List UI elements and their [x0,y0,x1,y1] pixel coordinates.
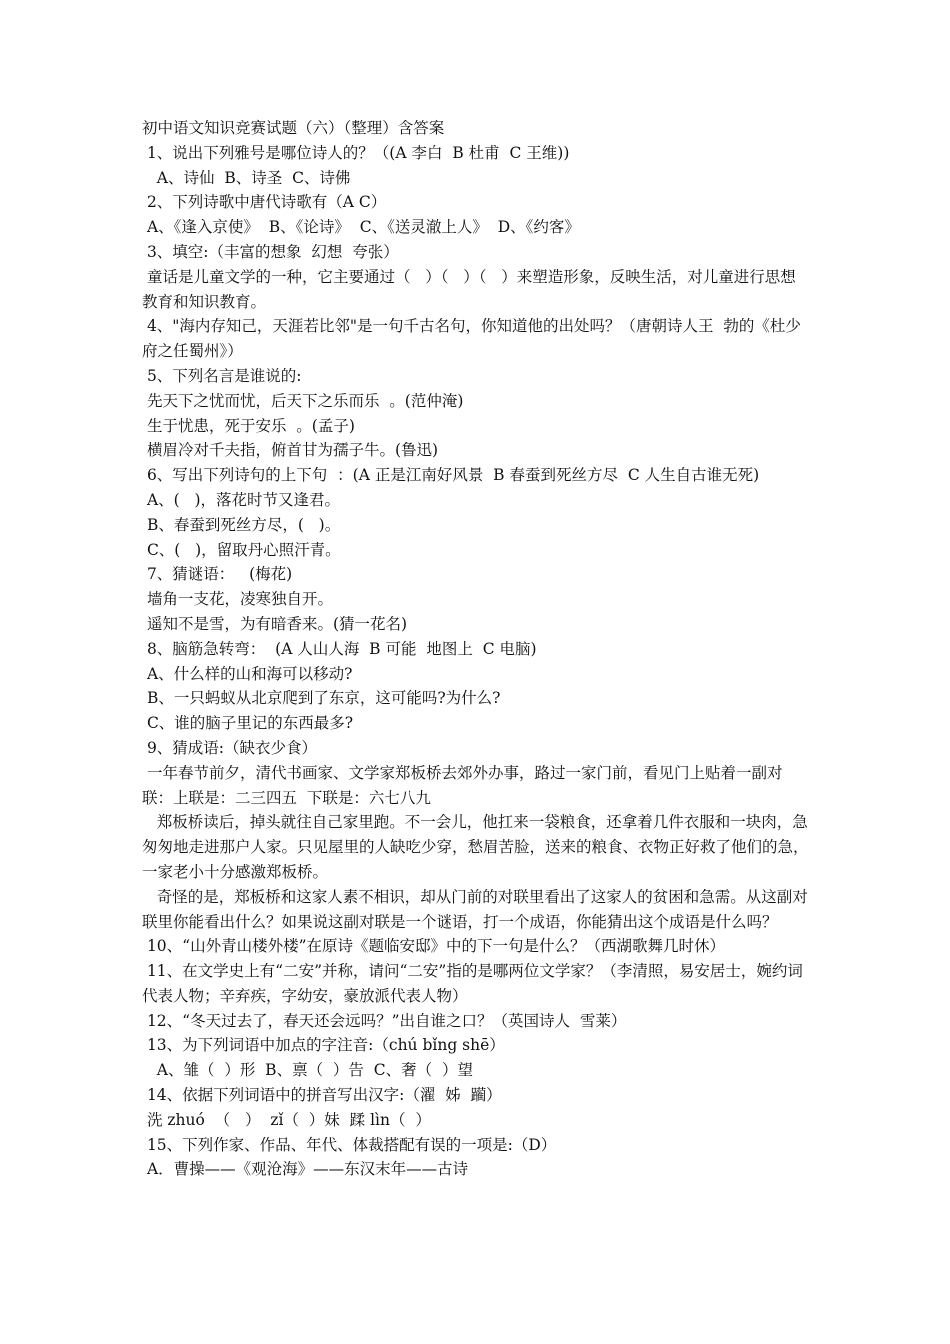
q5-quote-2: 生于忧患，死于安乐 。(孟子) [142,416,355,435]
q13-line: 13、为下列词语中加点的字注音:（chú bǐng shē） [142,1036,505,1055]
document-title: 初中语文知识竞赛试题（六）（整理）含答案 [142,119,445,137]
q6-option-a: A、( )，落花时节又逢君。 [142,490,341,509]
q7-riddle-1: 墙角一支花，凌寒独自开。 [142,590,333,609]
q9-paragraph-2: 郑板桥读后，掉头就往自己家里跑。不一会儿，他扛来一袋粮食，还拿着几件衣服和一块肉，急匆匆地走进那户人家。只见屋里的人缺吃少穿，愁眉苦脸，送来的粮食、衣物正好救了他们的急，一家老小十分感激郑板桥。 [142,813,809,881]
q8-option-a: A、什么样的山和海可以移动? [142,664,353,683]
q7-riddle-2: 遥知不是雪，为有暗香来。(猜一花名) [142,614,408,633]
q7-line: 7、猜谜语： (梅花) [142,565,293,584]
document-page [142,116,810,1182]
q2-options: A、《逢入京使》 B、《论诗》 C、《送灵澈上人》 D、《约客》 [142,218,580,237]
q10-line: 10、“山外青山楼外楼”在原诗《题临安邸》中的下一句是什么？（西湖歌舞几时休） [142,937,726,956]
q5-line: 5、下列名言是谁说的: [142,366,302,385]
q9-paragraph-3: 奇怪的是，郑板桥和这家人素不相识，却从门前的对联里看出了这家人的贫困和急需。从这副对联里你能看出什么？如果说这副对联是一个谜语，打一个成语，你能猜出这个成语是什么吗？ [142,887,808,931]
q14-line: 14、依据下列词语中的拼音写出汉字:（濯 姊 躏） [142,1086,502,1105]
q15-line: 15、下列作家、作品、年代、体裁搭配有误的一项是:（D） [142,1135,557,1154]
q3-line: 3、填空:（丰富的想象 幻想 夸张） [142,242,399,261]
q14-blanks: 洗 zhuó （ ） zǐ（ ）妹 蹂 lìn（ ） [142,1110,431,1129]
q3-text: 童话是儿童文学的一种，它主要通过（ ）（ ）（ ）来塑造形象，反映生活，对儿童进行思想教育和知识教育。 [142,267,796,311]
q6-option-c: C、( )，留取丹心照汗青。 [142,540,341,559]
q11-line: 11、在文学史上有“二安”并称，请问“二安”指的是哪两位文学家？（李清照，易安居士，婉约词代表人物；辛弃疾，字幼安，豪放派代表人物） [142,962,803,1005]
q13-options: A、雏（ ）形 B、禀（ ）告 C、奢（ ）望 [142,1061,473,1080]
q6-line: 6、写出下列诗句的上下句 ：(A 正是江南好风景 B 春蚕到死丝方尽 C 人生自古谁无死) [142,466,760,485]
q2-line: 2、下列诗歌中唐代诗歌有（A C） [142,193,387,212]
q9-line: 9、猜成语:（缺衣少食） [142,738,318,757]
q4-line: 4、"海内存知己，天涯若比邻"是一句千古名句，你知道他的出处吗？（唐朝诗人王 勃的《杜少府之任蜀州》） [142,317,801,361]
q8-option-c: C、谁的脑子里记的东西最多? [142,714,354,733]
q8-option-b: B、一只蚂蚁从北京爬到了东京，这可能吗?为什么? [142,689,501,708]
q12-line: 12、“冬天过去了，春天还会远吗？”出自谁之口？（英国诗人 雪莱） [142,1011,627,1030]
q15-option-a: A．曹操——《观沧海》——东汉末年——古诗 [142,1160,469,1179]
q8-line: 8、脑筋急转弯： (A 人山人海 B 可能 地图上 C 电脑) [142,639,537,658]
q1-options: A、诗仙 B、诗圣 C、诗佛 [142,168,351,187]
q5-quote-3: 横眉冷对千夫指，俯首甘为孺子牛。(鲁迅) [142,441,439,460]
q9-paragraph-1: 一年春节前夕，清代书画家、文学家郑板桥去郊外办事，路过一家门前，看见门上贴着一副对联：上联是：二三四五 下联是：六七八九 [142,763,783,807]
q6-option-b: B、春蚕到死丝方尽，( )。 [142,515,341,534]
q1-line: 1、说出下列雅号是哪位诗人的？（(A 李白 B 杜甫 C 王维)) [142,143,570,162]
q5-quote-1: 先天下之忧而忧，后天下之乐而乐 。(范仲淹) [142,391,464,410]
